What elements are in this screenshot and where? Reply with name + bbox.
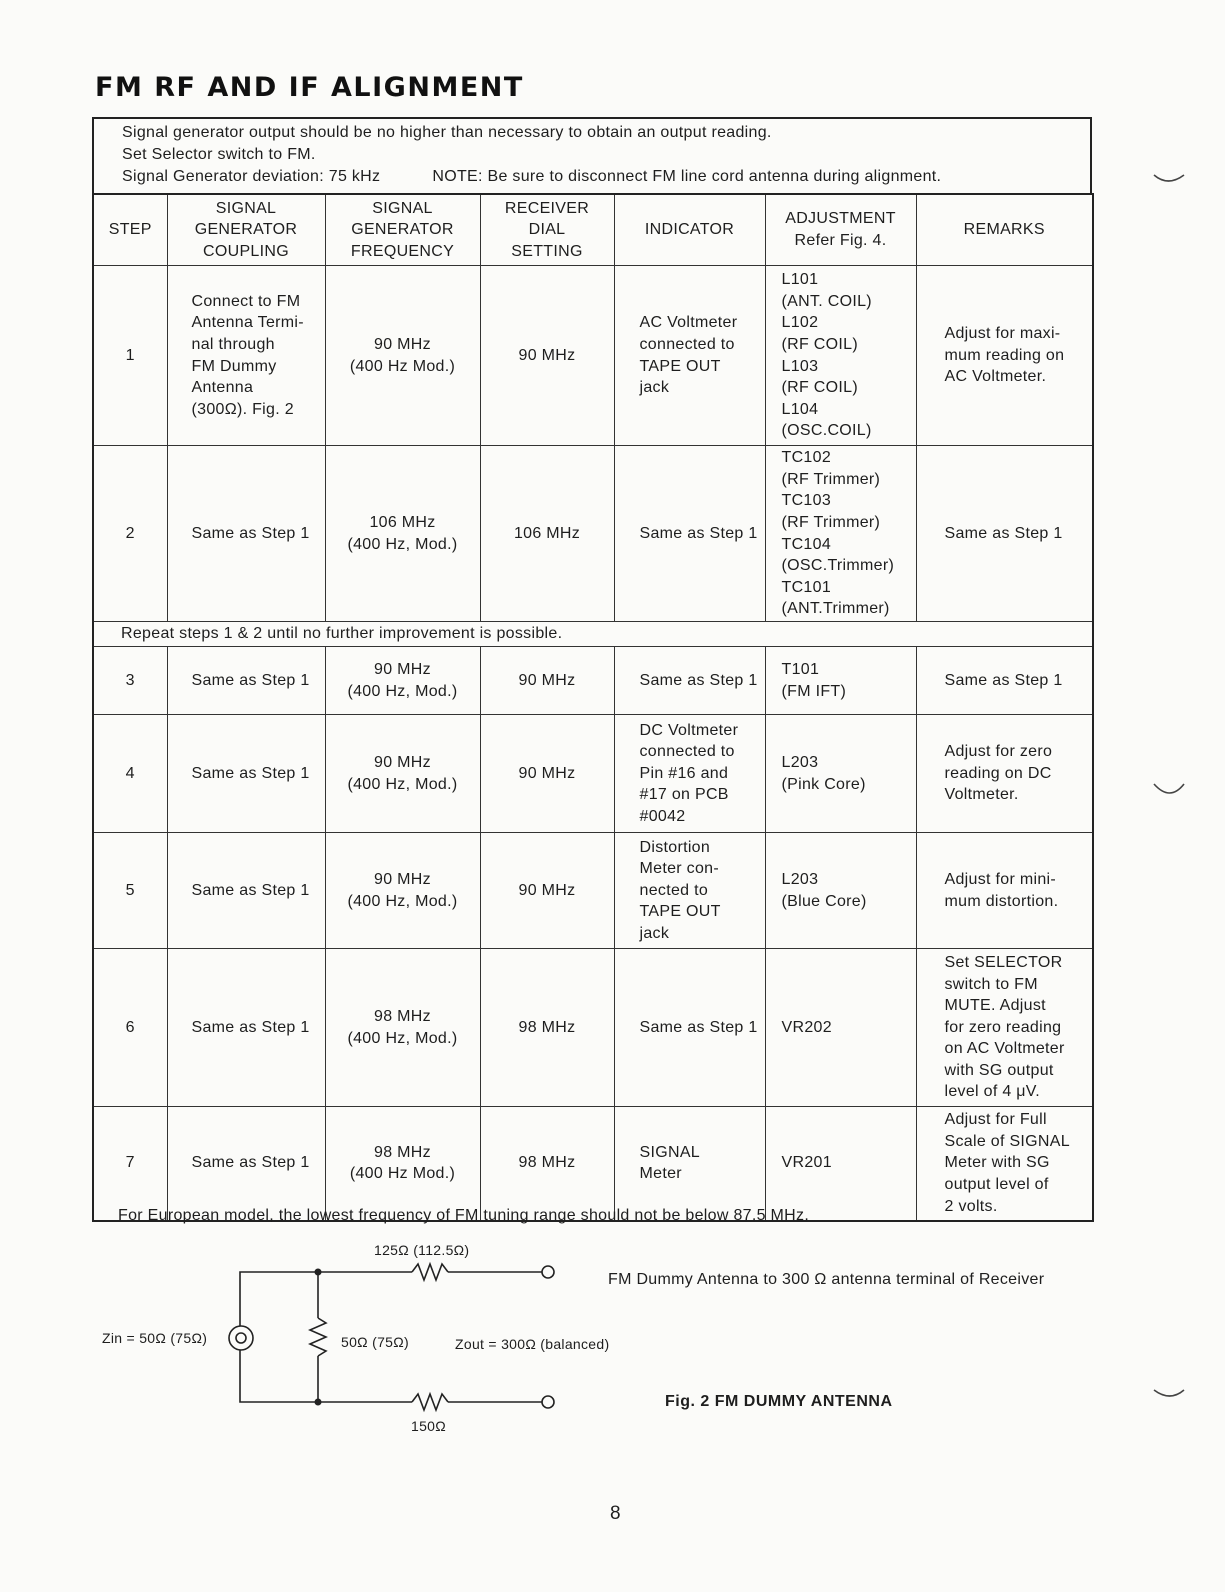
cell-line: L203 — [781, 870, 819, 888]
cell-line: (ANT.Trimmer) — [781, 600, 890, 618]
cell-line: output level of — [944, 1176, 1049, 1194]
cell-line: mum distortion. — [944, 892, 1059, 910]
figure-caption: Fig. 2 FM DUMMY ANTENNA — [665, 1393, 893, 1410]
cell-line: Same as Step 1 — [639, 671, 758, 689]
coax-connector — [229, 1326, 253, 1350]
cell-line: 2 — [125, 524, 135, 542]
cell-line: nected to — [639, 881, 709, 899]
cell-line: 90 MHz — [518, 346, 576, 364]
cell-line: L101 — [781, 271, 819, 289]
cell-line: Set SELECTOR — [944, 953, 1063, 971]
cell-line: Same as Step 1 — [944, 671, 1063, 689]
cell-line: GENERATOR — [351, 221, 454, 239]
cell-line: (Blue Core) — [781, 892, 867, 910]
cell-line: connected to — [639, 335, 735, 353]
cell-line: TC103 — [781, 492, 832, 510]
cell-line: 98 MHz — [374, 1007, 431, 1025]
page-number: 8 — [610, 1503, 621, 1524]
cell-line: L203 — [781, 753, 819, 771]
cell-line: MUTE. Adjust — [944, 997, 1046, 1015]
cell-line: AC Voltmeter — [639, 314, 738, 332]
cell-line: Same as Step 1 — [639, 524, 758, 542]
cell-line: Distortion — [639, 838, 711, 856]
label-zin: Zin = 50Ω (75Ω) — [102, 1330, 208, 1346]
cell-line: SIGNAL — [215, 199, 277, 217]
label-dummy-antenna-note: FM Dummy Antenna to 300 Ω antenna terminal of Receiver — [608, 1271, 1045, 1288]
cell-line: TC102 — [781, 449, 832, 467]
cell-line: Adjust for zero — [944, 743, 1053, 761]
cell-line: 90 MHz — [374, 870, 431, 888]
cell-line: 90 MHz — [518, 671, 576, 689]
cell-line: L104 — [781, 400, 819, 418]
cell-line: (400 Hz, Mod.) — [347, 535, 458, 553]
cell-line: COUPLING — [203, 242, 289, 260]
cell-line: 1 — [125, 346, 135, 364]
terminal-top — [542, 1266, 554, 1278]
col-remarks: REMARKS — [916, 194, 1093, 266]
cell-line: DIAL — [528, 221, 566, 239]
cell-line: (OSC.Trimmer) — [781, 557, 895, 575]
cell-line: VR201 — [781, 1154, 832, 1172]
note-deviation: Signal Generator deviation: 75 kHz — [122, 168, 381, 185]
cell-line: T101 — [781, 660, 820, 678]
repeat-note: Repeat steps 1 & 2 until no further improvement is possible. — [93, 622, 1093, 647]
cell-line: 106 MHz — [513, 524, 581, 542]
note-selector: Set Selector switch to FM. — [122, 146, 316, 163]
cell-line: SIGNAL — [639, 1143, 700, 1161]
cell-line: for zero reading — [944, 1018, 1062, 1036]
resistor-shunt — [310, 1318, 326, 1356]
cell-line: 90 MHz — [518, 881, 576, 899]
cell-line: TC101 — [781, 578, 832, 596]
cell-line: (RF Trimmer) — [781, 513, 881, 531]
cell-line: with SG output — [944, 1061, 1054, 1079]
cell-line: (FM IFT) — [781, 682, 847, 700]
scan-mark-3 — [1150, 1382, 1190, 1407]
cell-line: mum reading on — [944, 346, 1065, 364]
cell-line: Meter con- — [639, 860, 719, 878]
cell-line: Adjust for mini- — [944, 870, 1056, 888]
cell-line: nal through — [191, 335, 275, 353]
cell-line: Voltmeter. — [944, 786, 1019, 804]
cell-line: 106 MHz — [369, 513, 436, 531]
cell-line: 98 MHz — [374, 1143, 431, 1161]
cell-line: Antenna — [191, 379, 254, 397]
cell-line: Adjust for Full — [944, 1111, 1047, 1129]
cell-line: 90 MHz — [374, 753, 431, 771]
scan-mark-2 — [1150, 778, 1190, 803]
cell-line: L102 — [781, 314, 819, 332]
label-resistor-bottom: 150Ω — [411, 1418, 447, 1434]
cell-line: DC Voltmeter — [639, 721, 739, 739]
cell-line: 90 MHz — [518, 764, 576, 782]
cell-line: (400 Hz, Mod.) — [347, 1029, 458, 1047]
cell-line: (RF COIL) — [781, 335, 858, 353]
cell-line: SETTING — [511, 242, 583, 260]
cell-line: Connect to FM — [191, 292, 301, 310]
cell-line: level of 4 μV. — [944, 1083, 1041, 1101]
cell-line: Meter with SG — [944, 1154, 1050, 1172]
cell-line: Same as Step 1 — [191, 1154, 310, 1172]
cell-line: Refer Fig. 4. — [794, 232, 887, 249]
cell-line: 3 — [125, 671, 135, 689]
cell-line: Same as Step 1 — [191, 524, 310, 542]
cell-line: 6 — [125, 1018, 135, 1036]
cell-line: jack — [639, 379, 670, 397]
cell-line: (RF Trimmer) — [781, 470, 881, 488]
resistor-bottom — [412, 1394, 448, 1410]
cell-line: Same as Step 1 — [944, 524, 1063, 542]
cell-line: Meter — [639, 1165, 682, 1183]
resistor-top — [412, 1264, 448, 1280]
cell-line: GENERATOR — [194, 221, 298, 239]
cell-line: (RF COIL) — [781, 379, 858, 397]
cell-line: Same as Step 1 — [639, 1018, 758, 1036]
label-resistor-top: 125Ω (112.5Ω) — [374, 1242, 470, 1258]
cell-line: #17 on PCB — [639, 786, 729, 804]
cell-line: ADJUSTMENT — [785, 210, 896, 228]
cell-line: (400 Hz Mod.) — [349, 357, 456, 375]
cell-line: 90 MHz — [374, 660, 431, 678]
cell-line: Same as Step 1 — [191, 1018, 310, 1036]
cell-line: Same as Step 1 — [191, 881, 310, 899]
cell-line: Adjust for maxi- — [944, 325, 1061, 343]
cell-line: (Pink Core) — [781, 775, 866, 793]
cell-line: 7 — [125, 1154, 135, 1172]
cell-line: Antenna Termi- — [191, 314, 304, 332]
cell-line: reading on DC — [944, 764, 1052, 782]
cell-line: 98 MHz — [518, 1154, 576, 1172]
cell-line: on AC Voltmeter — [944, 1040, 1065, 1058]
cell-line: Same as Step 1 — [191, 671, 310, 689]
cell-line: RECEIVER — [504, 199, 590, 217]
cell-line: VR202 — [781, 1018, 832, 1036]
cell-line: (300Ω). Fig. 2 — [191, 400, 294, 418]
label-resistor-shunt: 50Ω (75Ω) — [341, 1334, 409, 1350]
note-output-level: Signal generator output should be no higher than necessary to obtain an output reading. — [122, 124, 772, 141]
scan-mark-1 — [1150, 165, 1190, 190]
node-top — [315, 1269, 322, 1276]
cell-line: 98 MHz — [518, 1018, 576, 1036]
cell-line: (400 Hz, Mod.) — [347, 775, 458, 793]
cell-line: FM Dummy — [191, 357, 277, 375]
page-title: FM RF AND IF ALIGNMENT — [95, 72, 524, 103]
cell-line: TC104 — [781, 535, 832, 553]
cell-line: Pin #16 and — [639, 764, 729, 782]
label-zout: Zout = 300Ω (balanced) — [455, 1336, 610, 1352]
cell-line: SIGNAL — [372, 199, 433, 217]
col-indicator: INDICATOR — [614, 194, 765, 266]
node-bottom — [315, 1399, 322, 1406]
terminal-bottom — [542, 1396, 554, 1408]
cell-line: switch to FM — [944, 975, 1038, 993]
cell-line: Same as Step 1 — [191, 764, 310, 782]
cell-line: 90 MHz — [374, 335, 431, 353]
cell-line: L103 — [781, 357, 819, 375]
cell-line: (OSC.COIL) — [781, 422, 872, 440]
col-step: STEP — [93, 194, 167, 266]
cell-line: connected to — [639, 743, 735, 761]
cell-line: AC Voltmeter. — [944, 368, 1047, 386]
european-model-note: For European model, the lowest frequency of FM tuning range should not be below 87.5 MHz. — [118, 1207, 810, 1224]
cell-line: (400 Hz Mod.) — [349, 1165, 456, 1183]
cell-line: 2 volts. — [944, 1197, 998, 1215]
cell-line: 5 — [125, 881, 135, 899]
cell-line: FREQUENCY — [350, 242, 455, 260]
cell-line: (400 Hz, Mod.) — [347, 682, 458, 700]
cell-line: jack — [639, 924, 670, 942]
cell-line: TAPE OUT — [639, 357, 721, 375]
note-disconnect-antenna: NOTE: Be sure to disconnect FM line cord antenna during alignment. — [432, 168, 942, 185]
cell-line: #0042 — [639, 807, 686, 825]
cell-line: TAPE OUT — [639, 903, 721, 921]
cell-line: (400 Hz, Mod.) — [347, 892, 458, 910]
cell-line: Scale of SIGNAL — [944, 1132, 1070, 1150]
cell-line: (ANT. COIL) — [781, 292, 872, 310]
cell-line: 4 — [125, 764, 135, 782]
